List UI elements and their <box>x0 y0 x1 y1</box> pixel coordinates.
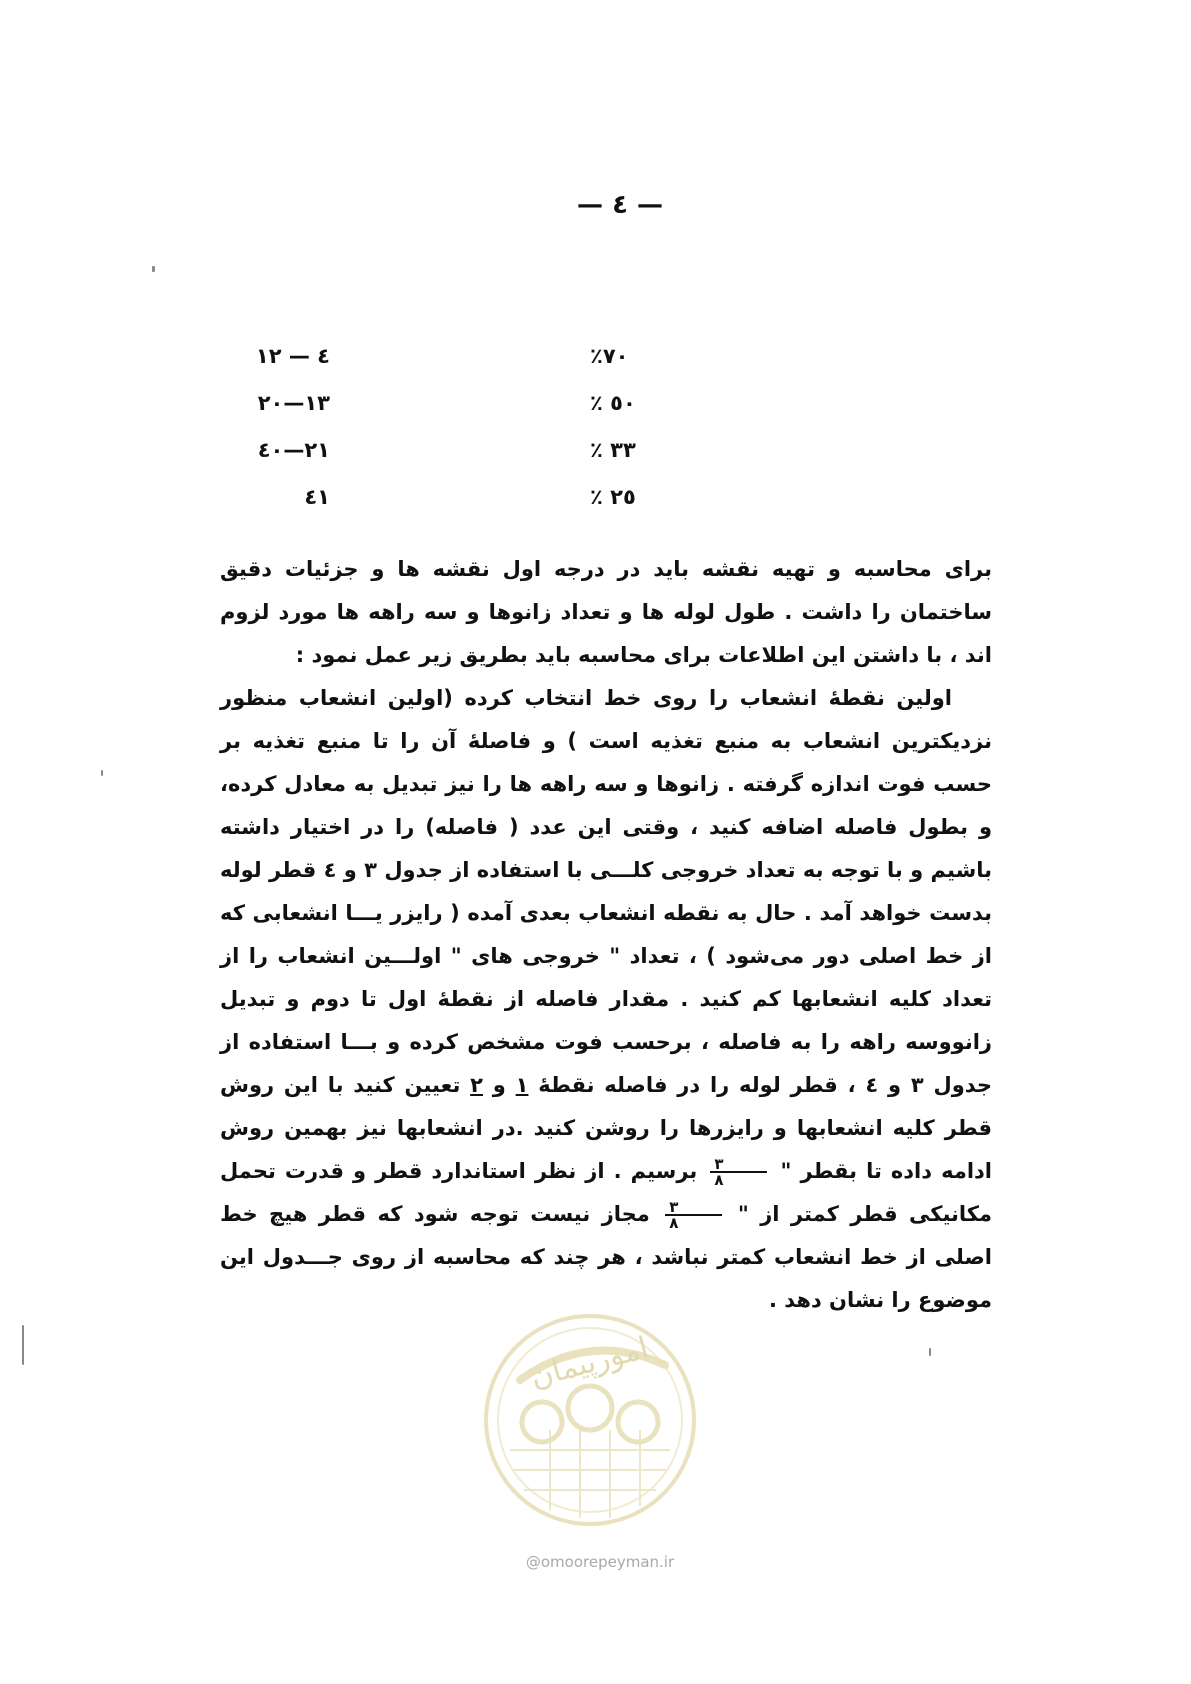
procedure-text: اولین نقطه‌ٔ انشعاب را روی خط انتخاب کرده (اولین انشعاب منظور نزدیکترین انشعاب به منبع تغذیه است ) و فاصله‌ٔ آن را تا منبع تغذیه بر حسب فوت اندازه گرفته . زانوها و سه راهه ها را نیز تبدیل به معادل کرده، و بطول فاصله اضافه کنید ، وقتی این عدد ( فاصله) را در اختیار داشته باشیم و با توجه به تعداد خروجی کلـــی با استفاده از جدول ٣ و ٤ قطر لوله بدست خواهد آمد . حال به نقطه انشعاب بعدی آمده ( رایزر یـــا انشعابی که از خط اصلی دور می‌شود ) ، تعداد " خروجی های " اولـــین انشعاب را از تعداد کلیه انشعابها کم کنید . مقدار فاصله از نقطه‌ٔ اول تا دوم و تبدیل زانووسه راهه را به فاصله ، برحسب فوت مشخص کرده و بـــا استفاده از جدول ٣ و ٤ ، قطر لوله را در فاصله نقطه‌ٔ <box>220 686 993 1097</box>
procedure-text-after: برسیم . از نظر استاندارد قطر و قدرت تحمل مکانیکی قطر کمتر از " <box>220 1159 993 1226</box>
point-two-label: ٢ <box>470 1073 483 1097</box>
table-percent: ٪ ٢٥ <box>590 484 636 509</box>
table-percent: ٪ ٣٣ <box>590 437 636 462</box>
body-text <box>220 548 992 1322</box>
scan-speck <box>152 266 155 272</box>
watermark-text: امورپیمان <box>526 1330 653 1396</box>
paragraph-intro: برای محاسبه و تهیه نقشه باید در درجه اول نقشه ها و جزئیات دقیق ساختمان را داشت . طول لوله ها و تعداد زانوها و سه راهه ها مورد لزوم اند ، با داشتن این اطلاعات برای محاسبه باید بطریق زیر عمل نمود : <box>220 557 992 667</box>
and-word: و <box>482 1073 516 1097</box>
procedure-text-end: مجاز نیست توجه شود که قطر هیچ خط اصلی از خط انشعاب کمتر نباشد ، هر چند که محاسبه از روی جـــدول این موضوع را نشان دهد . <box>220 1202 992 1312</box>
table-range: ١٣—٢٠ <box>257 390 330 415</box>
table-range: ٤١ <box>304 484 330 509</box>
table-range: ٤ — ١٢ <box>255 343 330 368</box>
percentage-table <box>220 332 680 520</box>
fraction-denominator: ٨ <box>714 1171 724 1189</box>
scan-speck <box>22 1325 24 1365</box>
table-range: ٢١—٤٠ <box>257 437 330 462</box>
table-percent: ٪٧٠ <box>590 343 629 368</box>
table-row <box>220 426 680 473</box>
page-number: — ٤ — <box>577 190 663 220</box>
watermark-logo <box>480 1310 700 1530</box>
table-row <box>220 379 680 426</box>
table-percent: ٪ ٥٠ <box>590 390 636 415</box>
fraction-three-eighths <box>710 1157 767 1187</box>
fraction-denominator: ٨ <box>669 1214 679 1232</box>
watermark-url: @omoorepeyman.ir <box>525 1553 675 1571</box>
fraction-numerator: ٣ <box>710 1157 767 1173</box>
fraction-numerator: ٣ <box>665 1200 722 1216</box>
scan-speck <box>101 770 103 776</box>
scan-speck <box>929 1348 931 1356</box>
table-row <box>220 473 680 520</box>
point-one-label: ١ <box>515 1073 529 1097</box>
paragraph-procedure <box>220 677 992 1322</box>
procedure-text-mid: تعیین کنید با این روش قطر کلیه انشعابها و رایزرها را روشن کنید .در انشعابها نیز بهمین روش ادامه داده تا بقطر " <box>220 1073 992 1183</box>
table-row <box>220 332 680 379</box>
fraction-three-eighths <box>665 1200 722 1230</box>
